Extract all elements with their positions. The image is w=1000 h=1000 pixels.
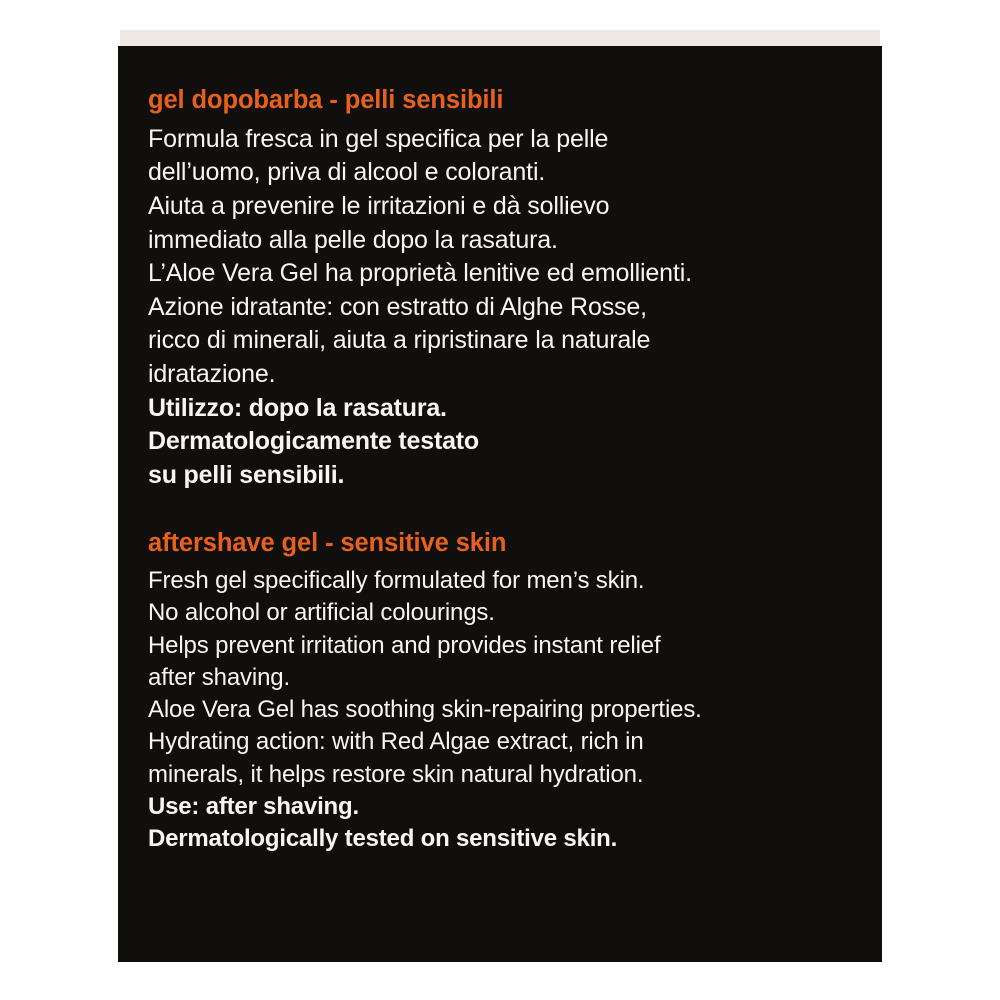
english-line-7: minerals, it helps restore skin natural hydration. [148,760,644,788]
italian-line-7: ricco di minerali, aiuta a ripristinare la naturale [148,326,651,355]
italian-dermatological-line-1: Dermatologicamente testato [148,427,479,456]
italian-line-1: Formula fresca in gel specifica per la pelle [148,124,609,153]
english-usage-line: Use: after shaving. [148,792,359,820]
label-content [148,84,864,856]
italian-usage-line: Utilizzo: dopo la rasatura. [148,393,447,422]
english-line-1: Fresh gel specifically formulated for men’s skin. [148,567,645,595]
english-line-6: Hydrating action: with Red Algae extract, rich in [148,728,644,756]
italian-section [148,84,864,493]
package-top-edge [120,30,880,46]
italian-line-5: L’Aloe Vera Gel ha proprietà lenitive ed emollienti. [148,259,692,288]
italian-line-4: immediato alla pelle dopo la rasatura. [148,225,558,254]
english-section [148,527,864,856]
italian-line-6: Azione idratante: con estratto di Alghe Rosse, [148,292,647,321]
english-line-5: Aloe Vera Gel has soothing skin-repairing properties. [148,696,702,724]
english-line-2: No alcohol or artificial colourings. [148,599,495,627]
english-dermatological-line: Dermatologically tested on sensitive skin. [148,825,618,853]
label-panel [118,46,882,962]
italian-dermatological-line-2: su pelli sensibili. [148,460,345,489]
italian-line-8: idratazione. [148,360,276,388]
english-heading: aftershave gel - sensitive skin [148,528,507,557]
italian-line-3: Aiuta a prevenire le irritazioni e dà sollievo [148,191,610,220]
italian-heading: gel dopobarba - pelli sensibili [148,86,504,114]
italian-line-2: dell’uomo, priva di alcool e coloranti. [148,158,546,187]
english-line-3: Helps prevent irritation and provides instant relief [148,631,661,659]
english-line-4: after shaving. [148,663,290,691]
